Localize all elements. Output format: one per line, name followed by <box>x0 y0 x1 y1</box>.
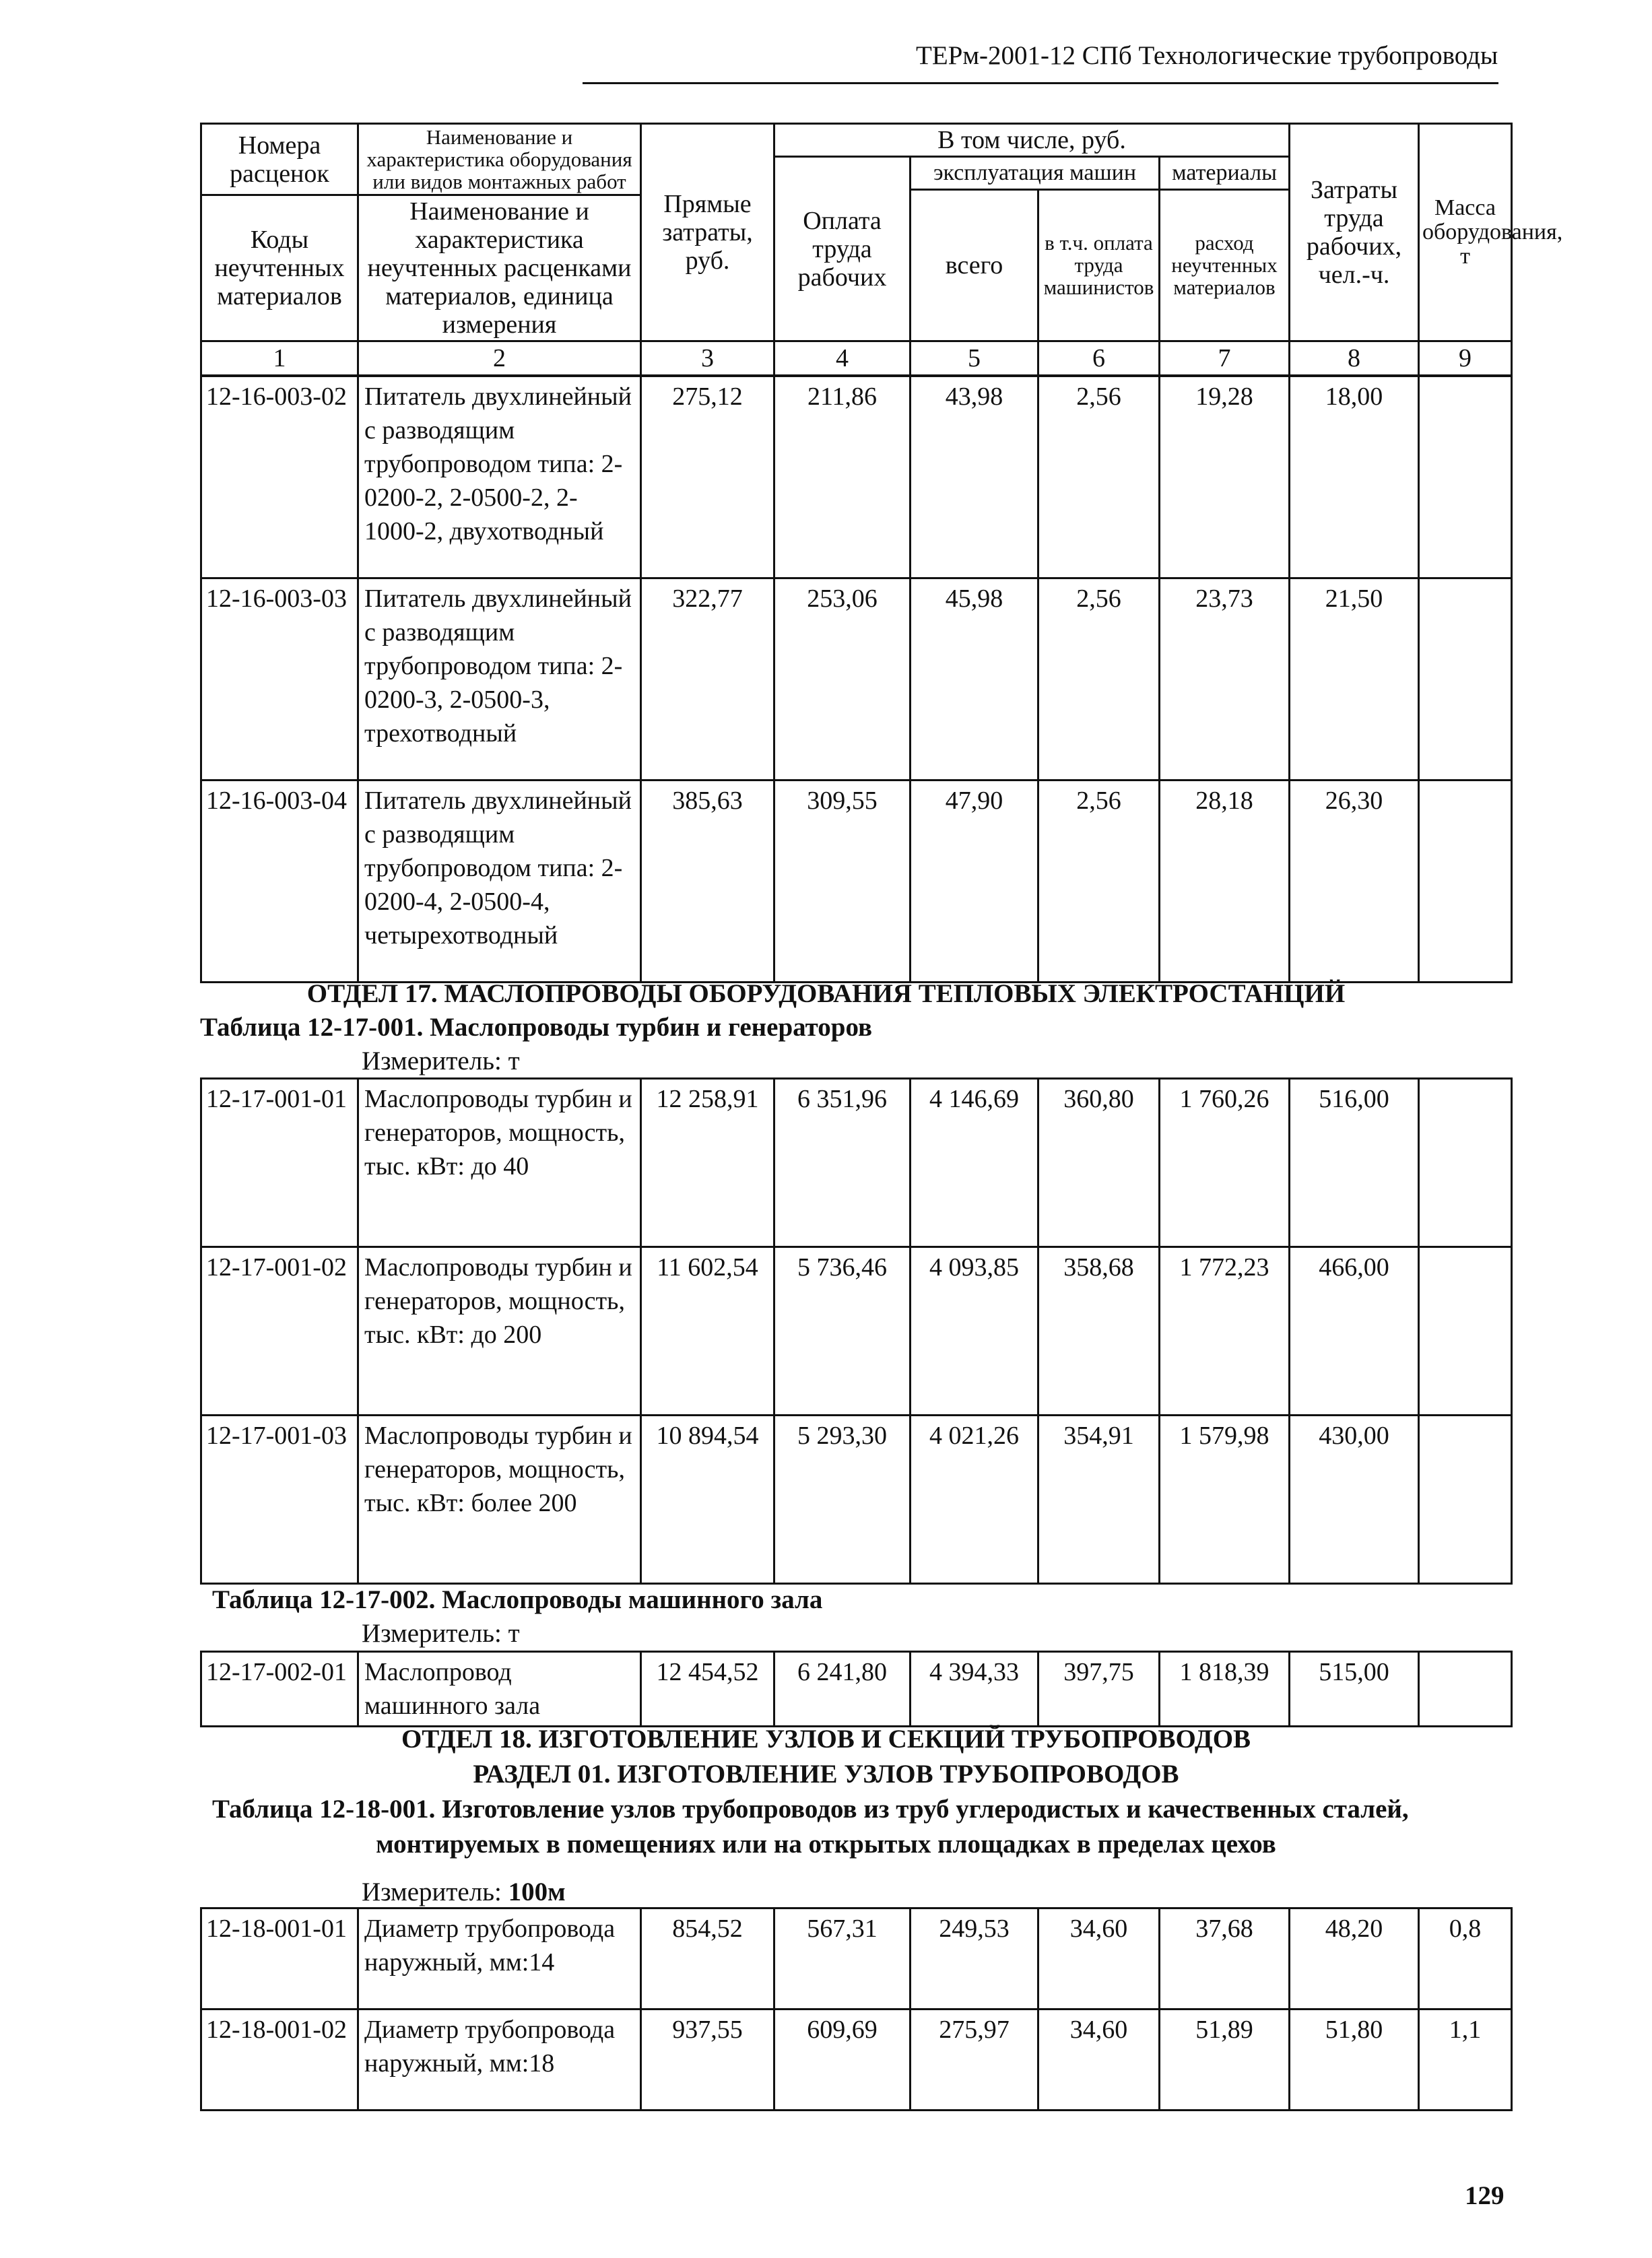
rate-code: 12-16-003-02 <box>201 376 358 578</box>
rate-code: 12-17-001-01 <box>201 1079 358 1247</box>
worker-wages: 6 351,96 <box>774 1079 911 1247</box>
header-in-total: В том числе, руб. <box>774 124 1290 157</box>
table-header <box>200 123 1563 376</box>
header-machinist-wages: в т.ч. оплата труда машинистов <box>1038 189 1160 341</box>
table-12-18-001-title-cont: монтируемых в помещениях или на открытых площадках в пределах цехов <box>376 1830 1276 1859</box>
table-12-17-002-title: Таблица 12-17-002. Маслопроводы машинного зала <box>212 1585 823 1614</box>
machine-costs: 275,97 <box>911 2010 1038 2111</box>
section-18-title: ОТДЕЛ 18. ИЗГОТОВЛЕНИЕ УЗЛОВ И СЕКЦИЙ ТРУБОПРОВОДОВ <box>401 1725 1251 1754</box>
subsection-01-title: РАЗДЕЛ 01. ИЗГОТОВЛЕНИЕ УЗЛОВ ТРУБОПРОВОДОВ <box>473 1760 1179 1789</box>
equipment-mass <box>1419 1416 1512 1584</box>
labor-hours: 515,00 <box>1290 1652 1419 1727</box>
equipment-mass: 1,1 <box>1419 2010 1512 2111</box>
rates-table-12-17-001 <box>200 1077 1513 1585</box>
direct-costs: 12 454,52 <box>641 1652 774 1727</box>
labor-hours: 26,30 <box>1290 781 1419 983</box>
rates-table-12-18-001 <box>200 1907 1513 2111</box>
direct-costs: 854,52 <box>641 1908 774 2010</box>
rates-table-12-16-003 <box>200 375 1513 983</box>
labor-hours: 18,00 <box>1290 376 1419 578</box>
materials-costs: 1 579,98 <box>1160 1416 1290 1584</box>
equipment-mass <box>1419 578 1512 781</box>
worker-wages: 567,31 <box>774 1908 911 2010</box>
header-unaccounted-materials: расход неучтенных материалов <box>1160 189 1290 341</box>
rate-code: 12-17-002-01 <box>201 1652 358 1727</box>
machine-costs: 47,90 <box>911 781 1038 983</box>
worker-wages: 6 241,80 <box>774 1652 911 1727</box>
unit-label: Измеритель: т <box>362 1047 520 1075</box>
page-number: 129 <box>1465 2181 1505 2210</box>
machinist-wages: 2,56 <box>1038 578 1160 781</box>
header-direct-costs: Прямые затраты, руб. <box>641 124 774 341</box>
rate-name: Маслопровод машинного зала <box>358 1652 641 1727</box>
machine-costs: 4 146,69 <box>911 1079 1038 1247</box>
rate-code: 12-16-003-03 <box>201 578 358 781</box>
worker-wages: 253,06 <box>774 578 911 781</box>
materials-costs: 1 760,26 <box>1160 1079 1290 1247</box>
labor-hours: 48,20 <box>1290 1908 1419 2010</box>
header-work-name: Наименование и характеристика оборудования или видов монтажных работ <box>358 124 641 195</box>
machine-costs: 4 093,85 <box>911 1247 1038 1416</box>
equipment-mass <box>1419 1247 1512 1416</box>
equipment-mass <box>1419 1079 1512 1247</box>
rates-table-12-17-002 <box>200 1651 1513 1727</box>
column-number: 4 <box>774 341 911 376</box>
rate-code: 12-16-003-04 <box>201 781 358 983</box>
table-12-17-001-title: Таблица 12-17-001. Маслопроводы турбин и генераторов <box>200 1013 873 1042</box>
table-row <box>201 2010 1512 2111</box>
header-machines-total: всего <box>911 189 1038 341</box>
machinist-wages: 358,68 <box>1038 1247 1160 1416</box>
rate-code: 12-17-001-03 <box>201 1416 358 1584</box>
worker-wages: 5 736,46 <box>774 1247 911 1416</box>
column-number: 1 <box>201 341 358 376</box>
worker-wages: 609,69 <box>774 2010 911 2111</box>
rate-name: Маслопроводы турбин и генераторов, мощность, тыс. кВт: до 40 <box>358 1079 641 1247</box>
header-materials: материалы <box>1160 157 1290 190</box>
table-row <box>201 1652 1512 1727</box>
rate-name: Диаметр трубопровода наружный, мм:14 <box>358 1908 641 2010</box>
equipment-mass: 0,8 <box>1419 1908 1512 2010</box>
direct-costs: 322,77 <box>641 578 774 781</box>
direct-costs: 385,63 <box>641 781 774 983</box>
equipment-mass <box>1419 781 1512 983</box>
labor-hours: 51,80 <box>1290 2010 1419 2111</box>
direct-costs: 10 894,54 <box>641 1416 774 1584</box>
rate-name: Маслопроводы турбин и генераторов, мощность, тыс. кВт: до 200 <box>358 1247 641 1416</box>
header-rate-number: Номера расценок <box>201 124 358 195</box>
equipment-mass <box>1419 1652 1512 1727</box>
machinist-wages: 34,60 <box>1038 2010 1160 2111</box>
labor-hours: 430,00 <box>1290 1416 1419 1584</box>
direct-costs: 937,55 <box>641 2010 774 2111</box>
direct-costs: 275,12 <box>641 376 774 578</box>
table-row <box>201 376 1512 578</box>
rate-code: 12-18-001-01 <box>201 1908 358 2010</box>
header-material-names: Наименование и характеристика неучтенных расценками материалов, единица измерения <box>358 195 641 341</box>
unit-label: Измеритель: т <box>362 1619 520 1648</box>
machine-costs: 249,53 <box>911 1908 1038 2010</box>
materials-costs: 1 818,39 <box>1160 1652 1290 1727</box>
materials-costs: 1 772,23 <box>1160 1247 1290 1416</box>
machine-costs: 43,98 <box>911 376 1038 578</box>
machinist-wages: 360,80 <box>1038 1079 1160 1247</box>
running-title: ТЕРм-2001-12 СПб Технологические трубопроводы <box>916 41 1498 70</box>
table-row <box>201 781 1512 983</box>
labor-hours: 516,00 <box>1290 1079 1419 1247</box>
machinist-wages: 2,56 <box>1038 781 1160 983</box>
direct-costs: 11 602,54 <box>641 1247 774 1416</box>
materials-costs: 19,28 <box>1160 376 1290 578</box>
unit-label <box>362 1877 566 1907</box>
rate-name: Питатель двухлинейный с разводящим трубопроводом типа: 2-0200-3, 2-0500-3, трехотводный <box>358 578 641 781</box>
header-material-codes: Коды неучтенных материалов <box>201 195 358 341</box>
column-number: 2 <box>358 341 641 376</box>
table-row <box>201 578 1512 781</box>
machine-costs: 45,98 <box>911 578 1038 781</box>
header-wages: Оплата труда рабочих <box>774 157 911 341</box>
column-number: 9 <box>1419 341 1512 376</box>
machinist-wages: 2,56 <box>1038 376 1160 578</box>
machinist-wages: 34,60 <box>1038 1908 1160 2010</box>
unit-label-text: Измеритель: <box>362 1878 502 1906</box>
column-number: 8 <box>1290 341 1419 376</box>
column-number: 7 <box>1160 341 1290 376</box>
header-rule <box>583 82 1498 84</box>
materials-costs: 51,89 <box>1160 2010 1290 2111</box>
column-number: 3 <box>641 341 774 376</box>
table-row <box>201 1247 1512 1416</box>
worker-wages: 211,86 <box>774 376 911 578</box>
direct-costs: 12 258,91 <box>641 1079 774 1247</box>
rate-name: Питатель двухлинейный с разводящим трубопроводом типа: 2-0200-2, 2-0500-2, 2-1000-2, двухотводный <box>358 376 641 578</box>
materials-costs: 37,68 <box>1160 1908 1290 2010</box>
machine-costs: 4 394,33 <box>911 1652 1038 1727</box>
labor-hours: 21,50 <box>1290 578 1419 781</box>
section-17-title: ОТДЕЛ 17. МАСЛОПРОВОДЫ ОБОРУДОВАНИЯ ТЕПЛОВЫХ ЭЛЕКТРОСТАНЦИЙ <box>306 979 1346 1008</box>
column-number: 6 <box>1038 341 1160 376</box>
machinist-wages: 354,91 <box>1038 1416 1160 1584</box>
materials-costs: 23,73 <box>1160 578 1290 781</box>
column-number: 5 <box>911 341 1038 376</box>
worker-wages: 5 293,30 <box>774 1416 911 1584</box>
table-row <box>201 1079 1512 1247</box>
header-machines: эксплуатация машин <box>911 157 1160 190</box>
worker-wages: 309,55 <box>774 781 911 983</box>
rate-name: Маслопроводы турбин и генераторов, мощность, тыс. кВт: более 200 <box>358 1416 641 1584</box>
rate-name: Диаметр трубопровода наружный, мм:18 <box>358 2010 641 2111</box>
table-row <box>201 1416 1512 1584</box>
table-12-18-001-title: Таблица 12-18-001. Изготовление узлов трубопроводов из труб углеродистых и качественных сталей, <box>212 1795 1409 1824</box>
unit-value: 100м <box>508 1878 566 1906</box>
table-row <box>201 1908 1512 2010</box>
rate-code: 12-18-001-02 <box>201 2010 358 2111</box>
labor-hours: 466,00 <box>1290 1247 1419 1416</box>
rate-name: Питатель двухлинейный с разводящим трубопроводом типа: 2-0200-4, 2-0500-4, четырехотводный <box>358 781 641 983</box>
equipment-mass <box>1419 376 1512 578</box>
machine-costs: 4 021,26 <box>911 1416 1038 1584</box>
header-equipment-mass: Масса оборудования, т <box>1419 124 1512 341</box>
machinist-wages: 397,75 <box>1038 1652 1160 1727</box>
materials-costs: 28,18 <box>1160 781 1290 983</box>
rate-code: 12-17-001-02 <box>201 1247 358 1416</box>
header-labor-costs: Затраты труда рабочих, чел.-ч. <box>1290 124 1419 341</box>
